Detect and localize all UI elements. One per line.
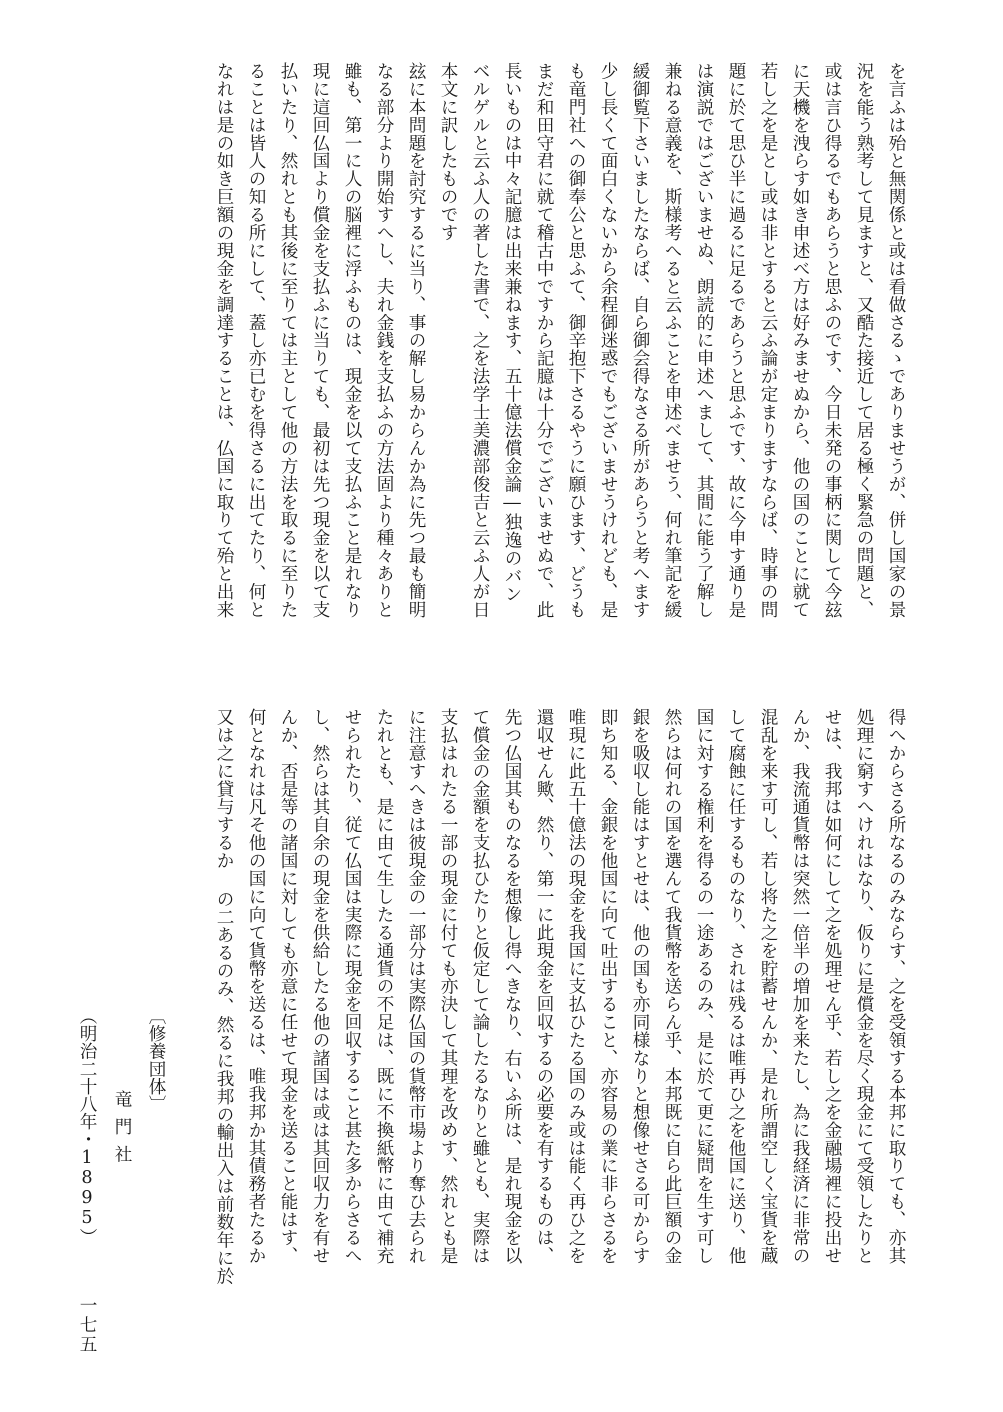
- text-column: なれは是の如き巨額の現金を調達することは、仏国に取りて殆と出来: [214, 62, 234, 619]
- text-column: 若し之を是とし或は非とすると云ふ論が定まりますならば、時事の問: [758, 62, 778, 619]
- text-column: 雖も、第一に人の脳裡に浮ふものは、現金を以て支払ふこと是れなり: [342, 62, 362, 619]
- text-column: して腐蝕に任するものなり、されは残るは唯再ひ之を他国に送り、他: [726, 708, 746, 1265]
- header-category: 〔修養団体〕: [146, 1007, 166, 1113]
- text-column: 国に対する権利を得るの一途あるのみ、是に於て更に疑問を生す可し: [694, 708, 714, 1265]
- text-column: 現に這回仏国より償金を支払ふに当りても、最初は先つ現金を以て支: [310, 62, 330, 619]
- text-column: 混乱を来す可し、若し将た之を貯蓄せんか、是れ所謂空しく宝貨を蔵: [758, 708, 778, 1265]
- text-column: んか、否是等の諸国に対しても亦意に任せて現金を送ること能はす、: [278, 708, 298, 1265]
- text-column: を言ふは殆と無関係と或は看做さるゝでありませうが、併し国家の景: [886, 62, 906, 619]
- text-column: 銀を吸収し能はすとせは、他の国も亦同様なりと想像せさる可からす: [630, 708, 650, 1265]
- text-column: も竜門社への御奉公と思ふて、御辛抱下さるやうに願ひます、どうも: [566, 62, 586, 619]
- text-column: に天機を洩らす如き申述べ方は好みませぬから、他の国のことに就て: [790, 62, 810, 619]
- text-column: 何となれは凡そ他の国に向て貨幣を送るは、唯我邦か其債務者たるか: [246, 708, 266, 1265]
- text-column: 即ち知る、金銀を他国に向て吐出すること、亦容易の業に非らさるを: [598, 708, 618, 1265]
- text-column: 処理に窮すへけれはなり、仮りに是償金を尽く現金にて受領したりと: [854, 708, 874, 1265]
- text-column: に注意すへきは彼現金の一部分は実際仏国の貨幣市場より奪ひ去られ: [406, 708, 426, 1265]
- text-column: 題に於て思ひ半に過るに足るであらうと思ふです、故に今申す通り是: [726, 62, 746, 619]
- text-column: 還収せん歟、然り、第一に此現金を回収するの必要を有するものは、: [534, 708, 554, 1265]
- text-column: 長いものは中々記臆は出来兼ねます、五十億法償金論―独逸のバン: [502, 62, 522, 603]
- text-column: 本文に訳したものです: [438, 62, 458, 242]
- text-column: ることは皆人の知る所にして、蓋し亦已むを得さるに出てたり、何と: [246, 62, 266, 619]
- text-column: せられたり、従て仏国は実際に現金を回収すること甚た多からさるへ: [342, 708, 362, 1265]
- text-column: 支払はれたる一部の現金に付ても亦決して其理を改めす、然れとも是: [438, 708, 458, 1265]
- header-publisher: 竜門社: [112, 1090, 132, 1173]
- text-column: 少し長くて面白くないから余程御迷惑でもございませうけれども、是: [598, 62, 618, 619]
- text-column: 玆に本問題を討究するに当り、事の解し易からんか為に先つ最も簡明: [406, 62, 426, 619]
- text-column: なる部分より開始すへし、夫れ金銭を支払ふの方法固より種々ありと: [374, 62, 394, 619]
- text-column: 唯現に此五十億法の現金を我国に支払ひたる国のみ或は能く再ひ之を: [566, 708, 586, 1265]
- header-era: （明治二十八年・1895）: [77, 1007, 97, 1246]
- text-column: 得へからさる所なるのみならす、之を受領する本邦に取りても、亦其: [886, 708, 906, 1265]
- text-column: たれとも、是に由て生したる通貨の不足は、既に不換紙幣に由て補充: [374, 708, 394, 1265]
- text-column: 払いたり、然れとも其後に至りては主として他の方法を取るに至りた: [278, 62, 298, 619]
- text-column: 緩御覧下さいましたならば、自ら御会得なさる所があらうと考へます: [630, 62, 650, 619]
- text-column: 先つ仏国其ものなるを想像し得へきなり、右いふ所は、是れ現金を以: [502, 708, 522, 1265]
- text-column: 況を能う熟考して見ますと、又酷た接近して居る極く緊急の問題と、: [854, 62, 874, 619]
- text-column: 或は言ひ得るでもあらうと思ふのです、今日未発の事柄に関して今玆: [822, 62, 842, 619]
- page-number: 一七五: [77, 1296, 97, 1355]
- text-column: 兼ねる意義を、斯様考へると云ふことを申述べませう、何れ筆記を緩: [662, 62, 682, 619]
- text-column: 然らは何れの国を選んて我貨幣を送らん乎、本邦既に自ら此巨額の金: [662, 708, 682, 1265]
- text-column: 又は之に貸与するか の二あるのみ、然るに我邦の輸出入は前数年に於: [214, 708, 234, 1285]
- text-column: まだ和田守君に就て稽古中ですから記臆は十分でございませぬで、此: [534, 62, 554, 619]
- text-column: し、然らは其自余の現金を供給したる他の諸国は或は其回収力を有せ: [310, 708, 330, 1265]
- text-column: んか、我流通貨幣は突然一倍半の増加を来たし、為に我経済に非常の: [790, 708, 810, 1265]
- text-column: ベルゲルと云ふ人の著した書で、之を法学士美濃部俊吉と云ふ人が日: [470, 62, 490, 619]
- text-column: て償金の金額を支払ひたりと仮定して論したるなりと雖とも、実際は: [470, 708, 490, 1265]
- text-column: せは、我邦は如何にして之を処理せん乎、若し之を金融場裡に投出せ: [822, 708, 842, 1265]
- text-column: は演説ではございませぬ、朗読的に申述へまして、其間に能う了解し: [694, 62, 714, 619]
